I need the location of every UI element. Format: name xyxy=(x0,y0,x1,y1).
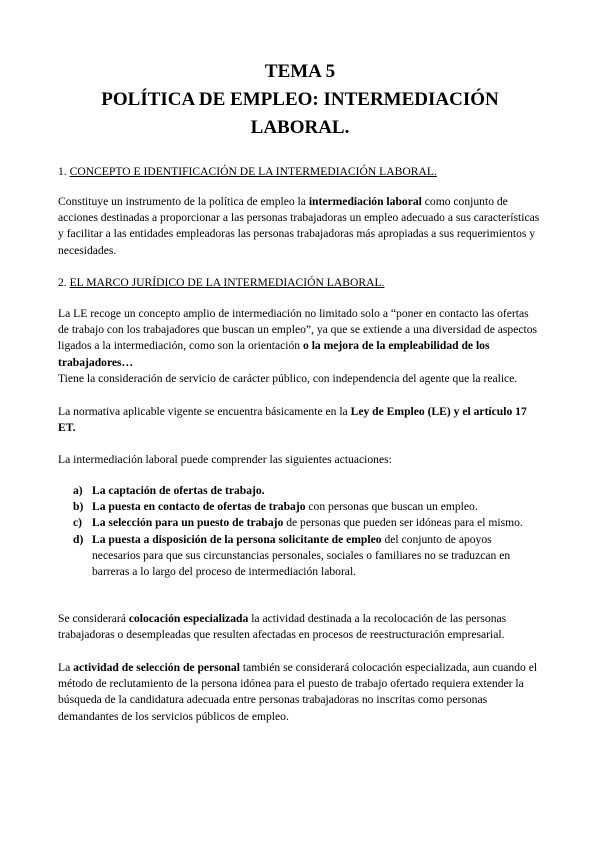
text-run: Se considerará xyxy=(58,612,129,625)
text-run: Constituye un instrumento de la política de empleo la xyxy=(58,195,309,208)
text-run: de personas que pueden ser idóneas para el mismo. xyxy=(283,516,523,530)
section-2-paragraph-2 xyxy=(58,404,542,436)
text-run: del conjunto de apoyos necesarios para que sus circunstancias personales, sociales o familiares no se traduzcan en barreras a lo largo del proceso de intermediación laboral. xyxy=(92,532,511,579)
list-item-label: c) xyxy=(73,516,83,530)
bold-term: La puesta en contacto de ofertas de trabajo xyxy=(92,500,306,514)
list-item xyxy=(58,532,542,581)
list-item xyxy=(58,483,542,499)
section-2-number: 2. xyxy=(58,276,70,289)
bold-term: La captación de ofertas de trabajo. xyxy=(92,484,265,497)
section-2-paragraph-1 xyxy=(58,306,542,387)
section-2-paragraph-5 xyxy=(58,660,542,725)
list-item-label: a) xyxy=(73,484,83,497)
text-run: Tiene la consideración de servicio de carácter público, con independencia del agente que la realice. xyxy=(58,371,518,385)
section-1-heading xyxy=(58,164,542,180)
bold-term: o la mejora de la empleabilidad de los trabajadores… xyxy=(58,339,490,369)
bold-term: intermediación laboral xyxy=(308,195,422,208)
list-item-label: d) xyxy=(73,532,84,546)
section-1-number: 1. xyxy=(58,165,70,178)
bold-term: actividad de selección de personal xyxy=(73,661,240,674)
document-title-line-2: POLÍTICA DE EMPLEO: INTERMEDIACIÓN xyxy=(101,89,499,110)
bold-term: colocación especializada xyxy=(128,612,249,625)
section-1-paragraph xyxy=(58,194,542,259)
list-item-label: b) xyxy=(73,500,84,514)
section-1-heading-text: CONCEPTO E IDENTIFICACIÓN DE LA INTERMEDIACIÓN LABORAL. xyxy=(69,165,437,178)
bold-term: La selección para un puesto de trabajo xyxy=(92,516,284,530)
bold-term: La puesta a disposición de la persona solicitante de empleo xyxy=(92,532,382,546)
document-title-line-1: TEMA 5 xyxy=(264,61,336,82)
document-title-line-3: LABORAL. xyxy=(250,117,350,138)
section-2-paragraph-3: La intermediación laboral puede comprender las siguientes actuaciones: xyxy=(58,453,392,466)
text-run: como conjunto de acciones destinadas a proporcionar a las personas trabajadoras un empleo adecuado a sus características y facilitar a las entidades empleadoras las personas trabajadoras más apropiadas a sus requerimientos y necesidades. xyxy=(58,195,540,257)
list-item xyxy=(58,499,542,515)
text-run: la actividad destinada a la recolocación de las personas trabajadoras o desempleadas que resulten afectadas en procesos de reestructuración empresarial. xyxy=(58,612,507,642)
text-run: La normativa aplicable vigente se encuentra básicamente en la xyxy=(58,405,351,418)
text-run: con personas que buscan un empleo. xyxy=(305,500,478,514)
section-2-heading xyxy=(58,275,542,291)
text-run: también se considerará colocación especializada, aun cuando el método de reclutamiento de la persona idónea para el puesto de trabajo ofertado requiera extender la búsqueda de la candidatura adecuada entre personas trabajadoras no inscritas como personas demandantes de los servicios públicos de empleo. xyxy=(58,661,538,723)
text-run: La xyxy=(58,661,74,674)
text-run: La LE recoge un concepto amplio de intermediación no limitado solo a “poner en contacto las ofertas de trabajo con los trabajadores que buscan un empleo”, ya que se extiende a una diversidad de aspectos ligados a la intermediación, como son la orientación xyxy=(58,307,538,353)
section-2-paragraph-4 xyxy=(58,611,542,643)
section-2-heading-text: EL MARCO JURÍDICO DE LA INTERMEDIACIÓN LABORAL. xyxy=(69,276,385,289)
actuaciones-list xyxy=(58,483,542,580)
bold-term: Ley de Empleo (LE) y el artículo 17 ET. xyxy=(58,405,527,435)
list-item xyxy=(58,515,542,531)
